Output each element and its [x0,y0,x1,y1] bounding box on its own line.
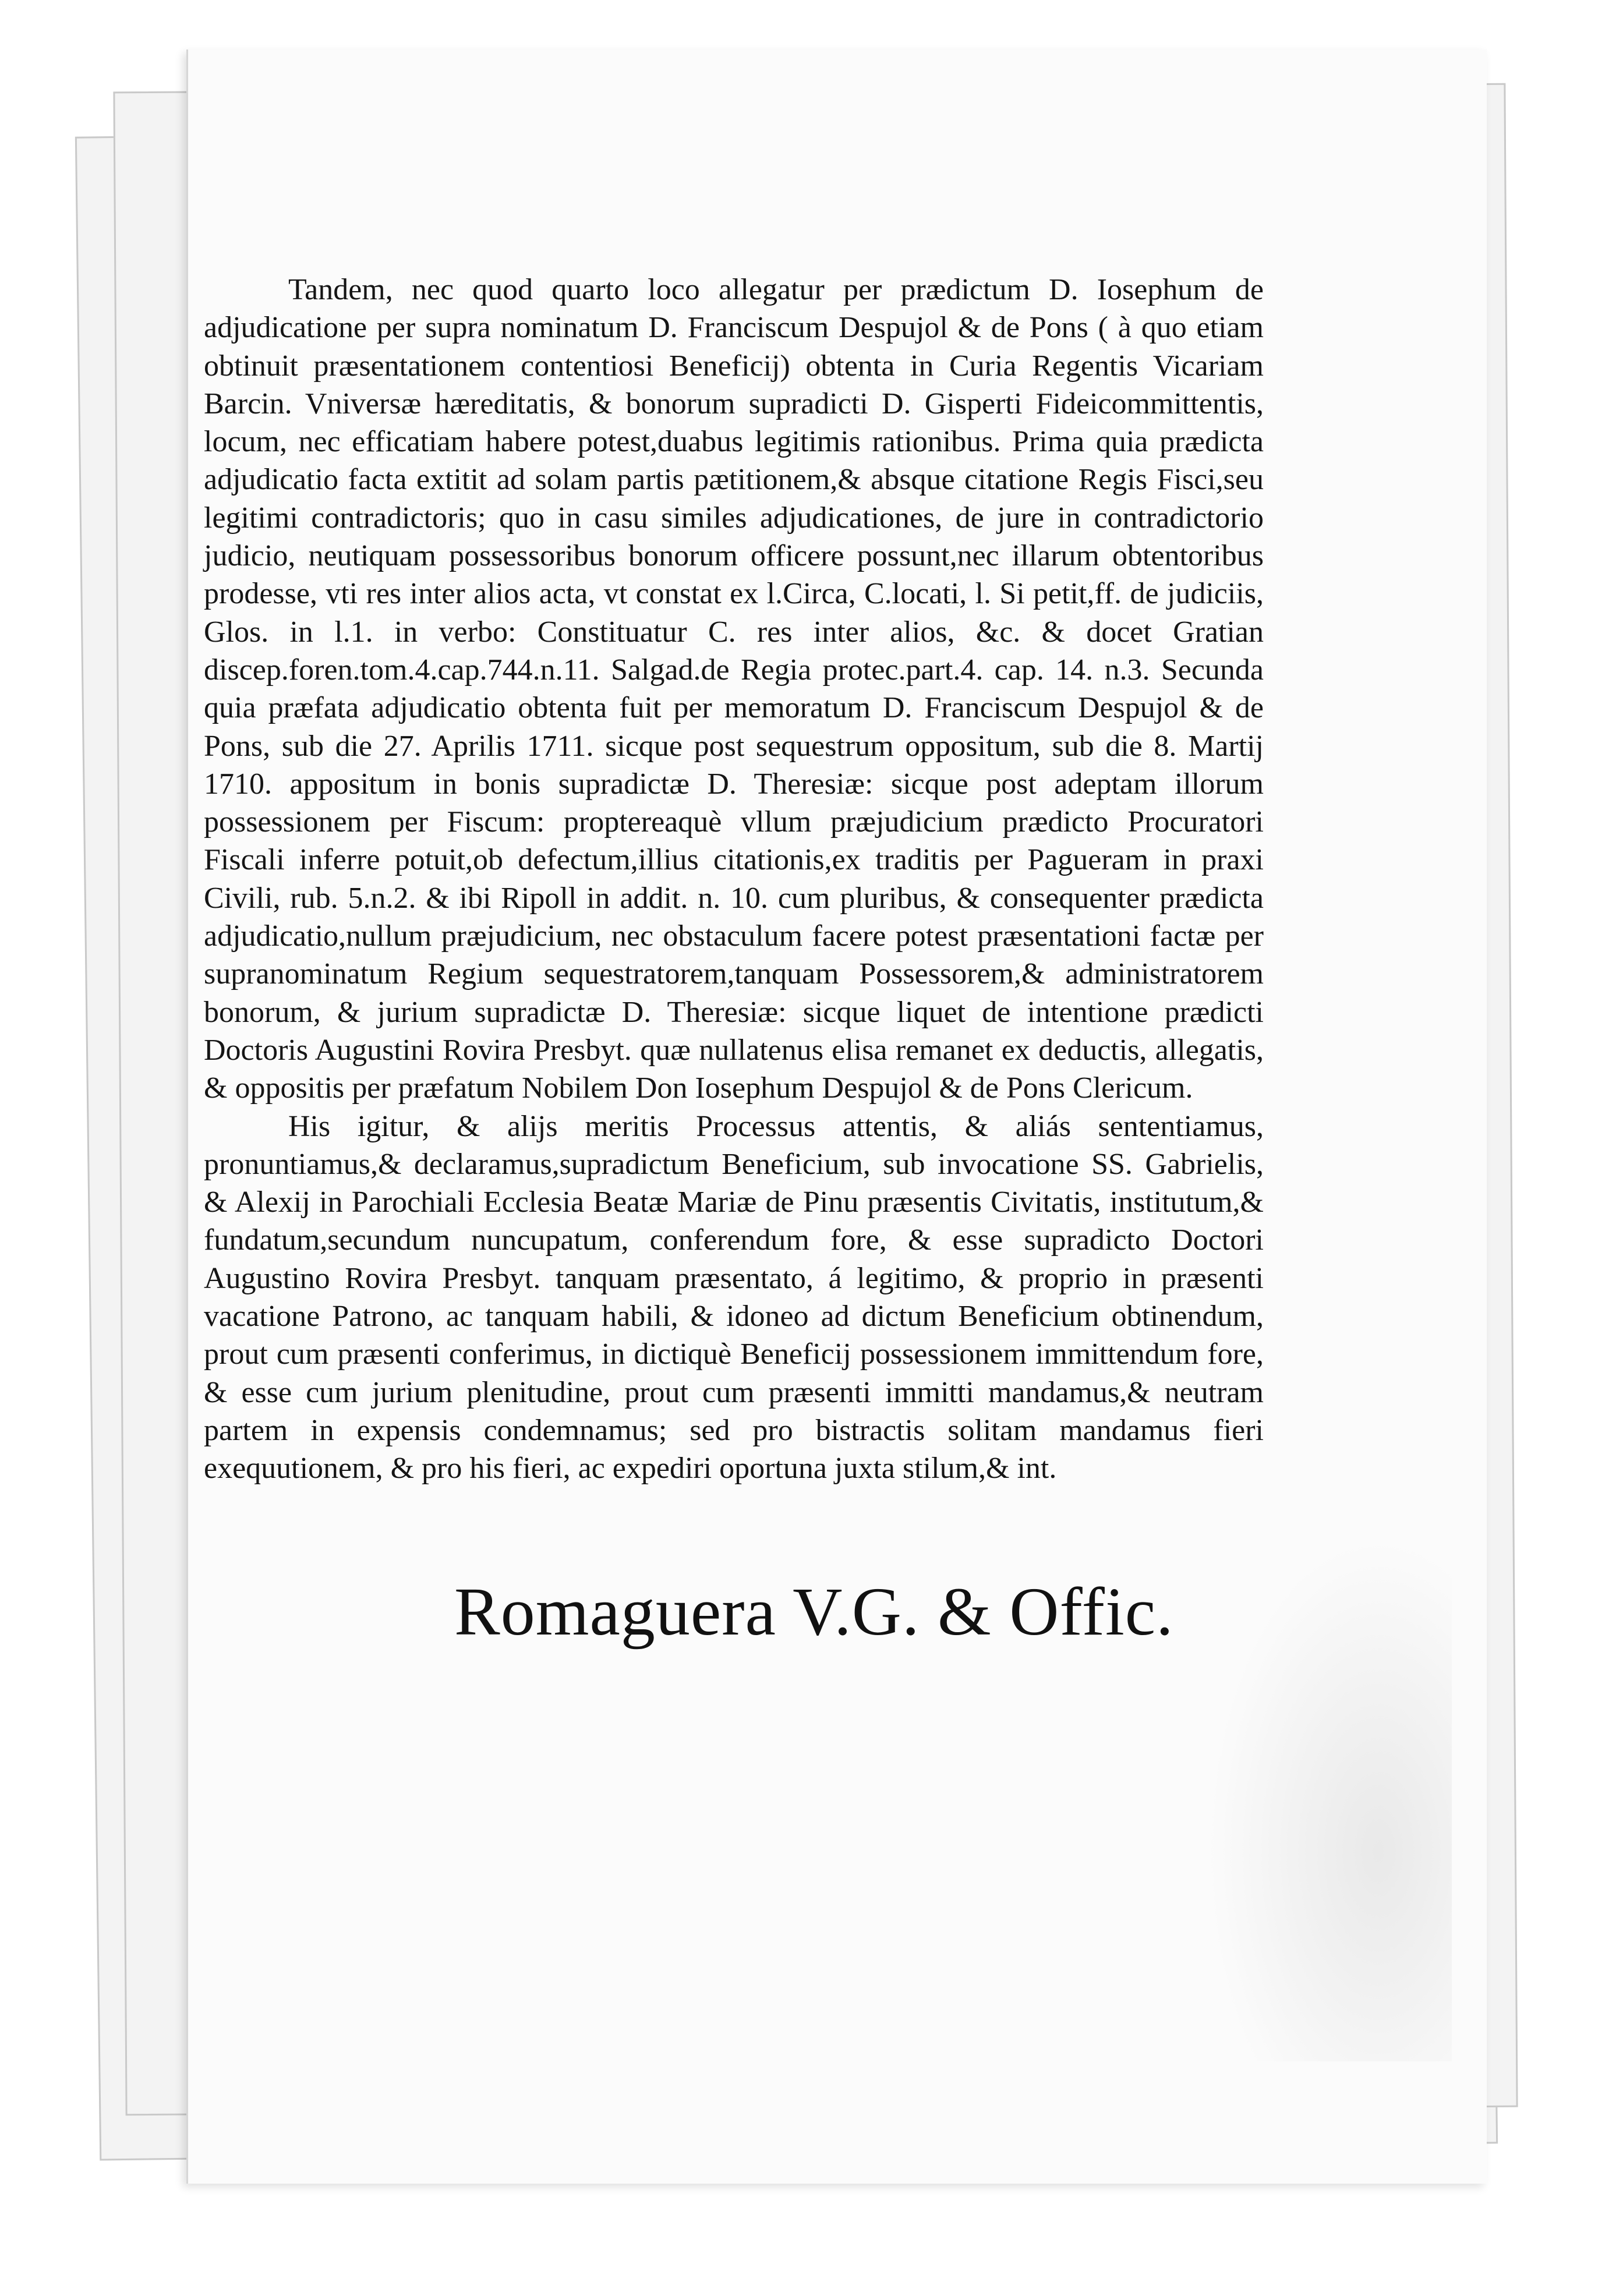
paragraph-tandem: Tandem, nec quod quarto loco allegatur per prædictum D. Iosephum de adjudicatione per supra nominatum D. Franciscum Despujol & de Pons ( à quo etiam obtinuit præsentationem contentiosi Beneficij) obtenta in Curia Regentis Vicariam Barcin. Vniversæ hæreditatis, & bonorum supradicti D. Gisperti Fideicommittentis, locum, nec efficatiam habere potest,duabus legitimis rationibus. Prima quia prædicta adjudicatio facta extitit ad solam partis pætitionem,& absque citatione Regis Fisci,seu legitimi contradictoris; quo in casu similes adjudicationes, de jure in contradictorio judicio, neutiquam possessoribus bonorum officere possunt,nec illarum obtentoribus prodesse, vti res inter alios acta, vt constat ex l.Circa, C.locati, l. Si petit,ff. de judiciis, Glos. in l.1. in verbo: Constituatur C. res inter alios, &c. & docet Gratian discep.foren.tom.4.cap.744.n.11. Salgad.de Regia protec.part.4. cap. 14. n.3. Secunda quia præfata adjudicatio obtenta fuit per memoratum D. Franciscum Despujol & de Pons, sub die 27. Aprilis 1711. sicque post sequestrum oppositum, sub die 8. Martij 1710. appositum in bonis supradictæ D. Theresiæ: sicque post adeptam illorum possessionem per Fiscum: proptereaquè vllum præjudicium prædicto Procuratori Fiscali inferre potuit,ob defectum,illius citationis,ex traditis per Pagueram in praxi Civili, rub. 5.n.2. & ibi Ripoll in addit. n. 10. cum pluribus, & consequenter prædicta adjudicatio,nullum præjudicium, nec obstaculum facere potest præsentationi factæ per supranominatum Regium sequestratorem,tanquam Possessorem,& administratorem bonorum, & jurium supradictæ D. Theresiæ: sicque liquet de intentione prædicti Doctoris Augustini Rovira Presbyt. quæ nullatenus elisa remanet ex deductis, allegatis, & oppositis per præfatum Nobilem Don Iosephum Despujol & de Pons Clericum. [204,273,1264,1105]
paragraph-his-igitur: His igitur, & alijs meritis Processus attentis, & aliás sententiamus, pronuntiamus,& declaramus,supradictum Beneficium, sub invocatione SS. Gabrielis, & Alexij in Parochiali Ecclesia Beatæ Mariæ de Pinu præsentis Civitatis, institutum,& fundatum,secundum nuncupatum, conferendum fore, & esse supradicto Doctori Augustino Rovira Presbyt. tanquam præsentato, á legitimo, & proprio in præsenti vacatione Patrono, ac tanquam habili, & idoneo ad dictum Beneficium obtinendum, prout cum præsenti conferimus, in dictiquè Beneficij possessionem immittendum fore, & esse cum jurium plenitudine, prout cum præsenti immitti mandamus,& neutram partem in expensis condemnamus; sed pro bistractis solitam mandamus fieri exequutionem, & pro his fieri, ac expediri oportuna juxta stilum,& int. [204,1109,1264,1485]
signature-line: Romaguera V.G. & Offic. [454,1573,1174,1650]
document-body [204,271,1264,1488]
